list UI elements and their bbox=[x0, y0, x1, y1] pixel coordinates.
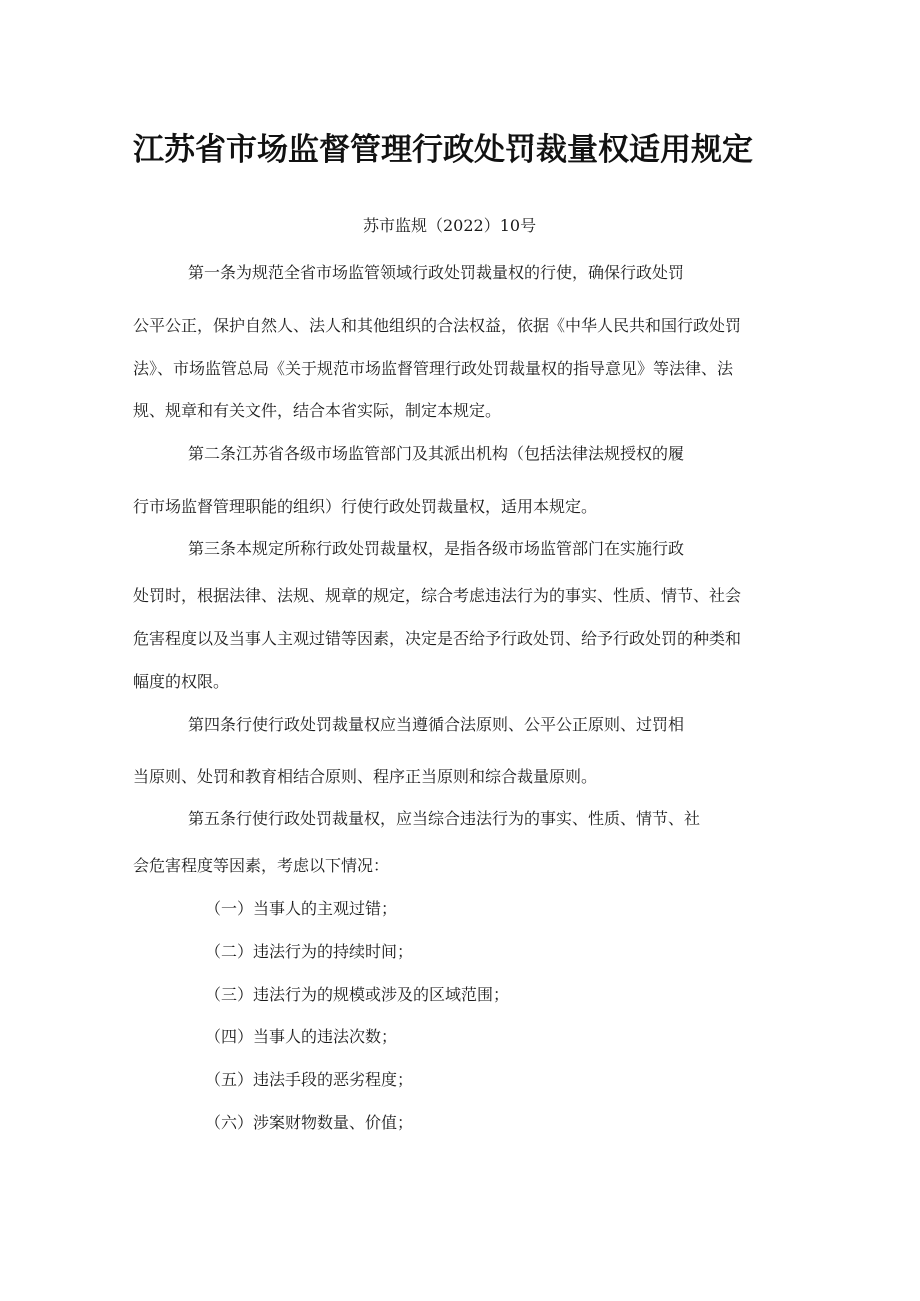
document-number: 苏市监规（2022）10号 bbox=[363, 216, 537, 235]
article-1-line-2: 公平公正，保护自然人、法人和其他组织的合法权益，依据《中华人民共和国行政处罚 bbox=[133, 316, 742, 335]
article-4-line-2: 当原则、处罚和教育相结合原则、程序正当原则和综合裁量原则。 bbox=[133, 767, 598, 786]
article-3-line-4: 幅度的权限。 bbox=[133, 672, 230, 691]
article-1-line-1: 第一条为规范全省市场监管领域行政处罚裁量权的行使，确保行政处罚 bbox=[188, 263, 685, 282]
article-1-line-3: 法》、市场监管总局《关于规范市场监督管理行政处罚裁量权的指导意见》等法律、法 bbox=[133, 359, 734, 378]
list-item: （四）当事人的违法次数； bbox=[205, 1027, 398, 1046]
article-3-line-1: 第三条本规定所称行政处罚裁量权，是指各级市场监管部门在实施行政 bbox=[188, 539, 685, 558]
article-3-line-2: 处罚时，根据法律、法规、规章的规定，综合考虑违法行为的事实、性质、情节、社会 bbox=[133, 586, 742, 605]
list-item: （五）违法手段的恶劣程度； bbox=[205, 1070, 414, 1089]
list-item: （二）违法行为的持续时间； bbox=[205, 942, 414, 961]
article-3-line-3: 危害程度以及当事人主观过错等因素，决定是否给予行政处罚、给予行政处罚的种类和 bbox=[133, 629, 742, 648]
article-1-line-4: 规、规章和有关文件，结合本省实际，制定本规定。 bbox=[133, 401, 502, 420]
article-5-line-2: 会危害程度等因素，考虑以下情况： bbox=[133, 856, 390, 875]
list-item: （一）当事人的主观过错； bbox=[205, 899, 398, 918]
article-4-line-1: 第四条行使行政处罚裁量权应当遵循合法原则、公平公正原则、过罚相 bbox=[188, 715, 685, 734]
article-5-line-1: 第五条行使行政处罚裁量权，应当综合违法行为的事实、性质、情节、社 bbox=[188, 809, 701, 828]
list-item: （六）涉案财物数量、价值； bbox=[205, 1113, 414, 1132]
article-2-line-1: 第二条江苏省各级市场监管部门及其派出机构（包括法律法规授权的履 bbox=[188, 444, 685, 463]
list-item: （三）违法行为的规模或涉及的区域范围； bbox=[205, 985, 510, 1004]
document-title: 江苏省市场监督管理行政处罚裁量权适用规定 bbox=[133, 132, 753, 168]
article-2-line-2: 行市场监督管理职能的组织）行使行政处罚裁量权，适用本规定。 bbox=[133, 497, 598, 516]
